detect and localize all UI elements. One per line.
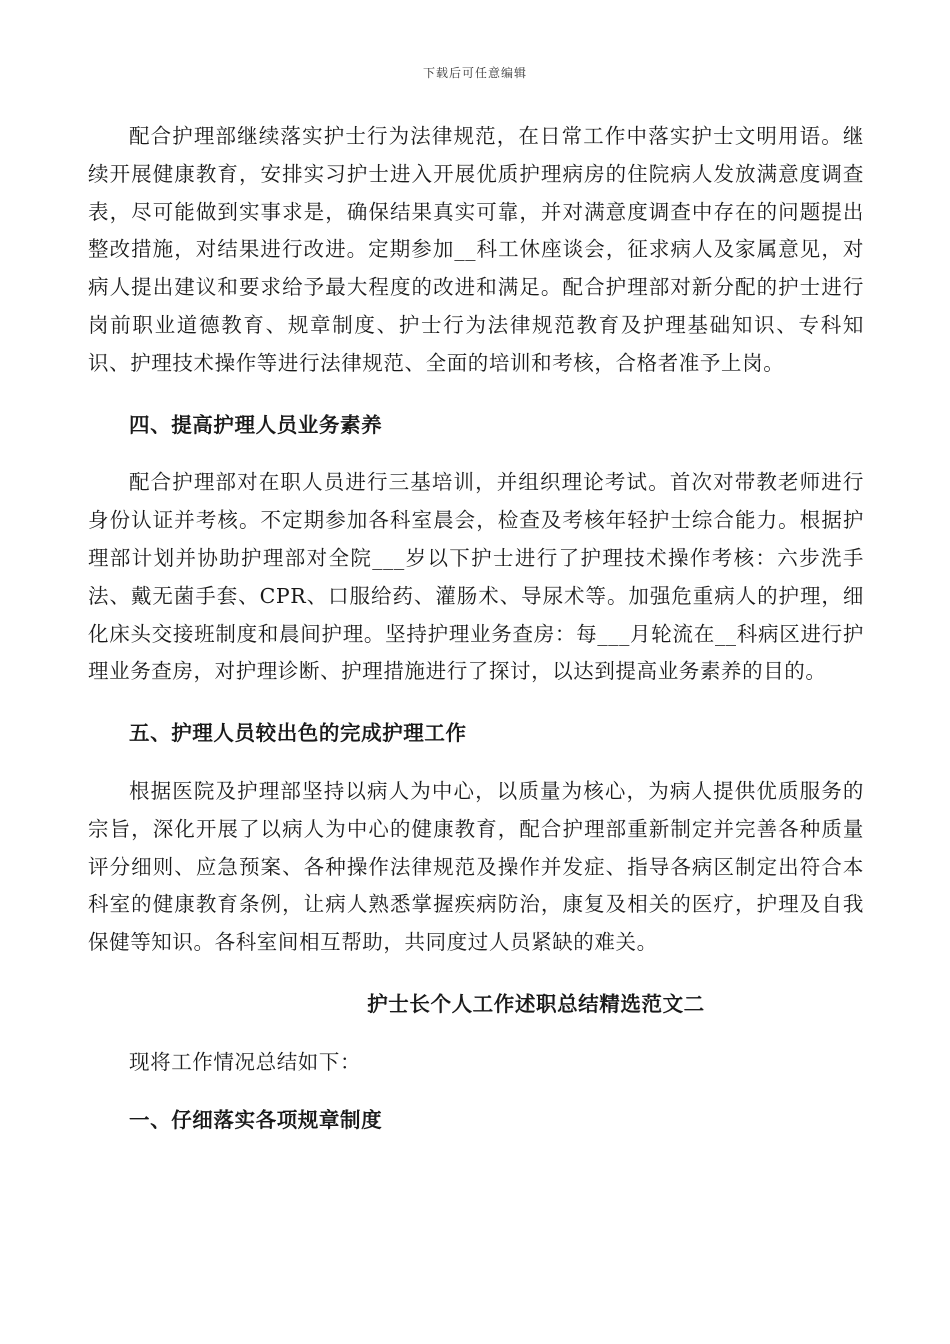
intro-line: 现将工作情况总结如下： — [129, 1049, 362, 1074]
heading-section-1: 一、仔细落实各项规章制度 — [129, 1107, 383, 1132]
paragraph-quality-service: 根据医院及护理部坚持以病人为中心，以质量为核心，为病人提供优质服务的宗旨，深化开展了以病人为中心的健康教育，配合护理部重新制定并完善各种质量评分细则、应急预案、各种操作法律规范及操作并发症、指导各病区制定出符合本科室的健康教育条例，让病人熟悉掌握疾病防治，康复及相关的医疗，护理及自我保健等知识。各科室间相互帮助，共同度过人员紧缺的难关。 — [88, 778, 864, 955]
heading-section-4: 四、提高护理人员业务素养 — [129, 412, 383, 437]
paragraph-nursing-norms: 配合护理部继续落实护士行为法律规范，在日常工作中落实护士文明用语。继续开展健康教育，安排实习护士进入开展优质护理病房的住院病人发放满意度调查表，尽可能做到实事求是，确保结果真实可靠，并对满意度调查中存在的问题提出整改措施，对结果进行改进。定期参加__科工休座谈会，征求病人及家属意见，对病人提出建议和要求给予最大程度的改进和满足。配合护理部对新分配的护士进行岗前职业道德教育、规章制度、护士行为法律规范教育及护理基础知识、专科知识、护理技术操作等进行法律规范、全面的培训和考核，合格者准予上岗。 — [88, 124, 864, 375]
paragraph-training: 配合护理部对在职人员进行三基培训，并组织理论考试。首次对带教老师进行身份认证并考核。不定期参加各科室晨会，检查及考核年轻护士综合能力。根据护理部计划并协助护理部对全院___岁以下护士进行了护理技术操作考核：六步洗手法、戴无菌手套、CPR、口服给药、灌肠术、导尿术等。加强危重病人的护理，细化床头交接班制度和晨间护理。坚持护理业务查房：每___月轮流在__科病区进行护理业务查房，对护理诊断、护理措施进行了探讨，以达到提高业务素养的目的。 — [88, 470, 864, 684]
article-title-2: 护士长个人工作述职总结精选范文二 — [367, 991, 705, 1016]
document-body — [88, 118, 864, 1139]
heading-section-5: 五、护理人员较出色的完成护理工作 — [129, 721, 467, 746]
page-header: 下载后可任意编辑 — [422, 66, 527, 80]
